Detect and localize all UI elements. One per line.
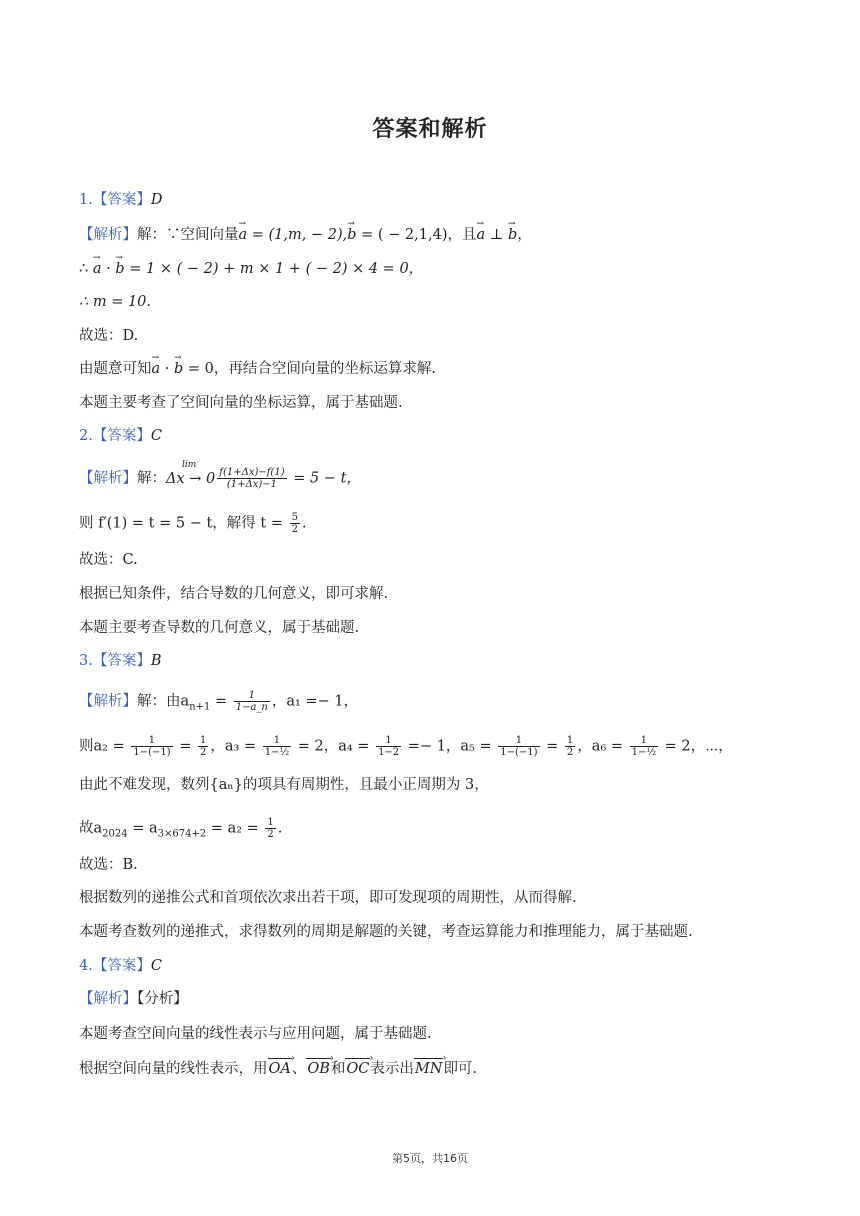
fraction <box>290 512 300 535</box>
vector-b: → b <box>508 225 517 245</box>
vector-a: → a <box>476 225 485 245</box>
text: = <box>210 693 232 710</box>
page-footer: 第5页，共16页 <box>392 1152 468 1165</box>
text: = 2，⋯， <box>660 738 733 755</box>
text: 解：∵空间向量 <box>137 227 239 243</box>
text: Δx → 0 <box>166 470 216 487</box>
answer-value: B <box>150 653 162 669</box>
text: ，a₁ =− 1， <box>271 693 359 710</box>
numerator: 1 <box>566 735 574 746</box>
limit-label: lim <box>182 459 197 470</box>
text: = <box>541 738 563 755</box>
text: = 0，再结合空间向量的坐标运算求解. <box>183 361 436 377</box>
answer-value: C <box>150 958 162 974</box>
denominator: 2 <box>267 829 274 840</box>
question-number: 1. <box>79 192 93 208</box>
denominator: 2 <box>566 747 574 758</box>
fraction <box>217 467 286 490</box>
text: . <box>301 515 307 532</box>
vector-ob: OB › <box>306 1058 331 1079</box>
text: 和 <box>330 1061 346 1077</box>
text: 则 f′(1) = t = 5 − t，解得 t = <box>79 515 288 532</box>
q1-analysis-line-2: ∴ → a · → b = 1 × ( − 2) + m × 1 + ( − 2) × 4 = 0， <box>79 259 423 279</box>
q1-analysis-line-1 <box>79 225 532 245</box>
q3-analysis-line-6: 根据数列的递推公式和首项依次求出若干项，即可发现项的周期性，从而得解. <box>79 890 577 906</box>
text: = a₂ = <box>206 820 264 837</box>
text: 故a <box>79 820 103 837</box>
vector-a: → a <box>93 259 102 279</box>
q2-analysis-line-1 <box>79 459 361 490</box>
denominator: 2 <box>291 524 298 535</box>
subscript: 3×674+2 <box>157 828 207 840</box>
q4-analysis-line-1 <box>79 989 188 1009</box>
q3-analysis-line-7: 本题考查数列的递推式，求得数列的周期是解题的关键，考查运算能力和推理能力，属于基础题. <box>79 924 693 940</box>
fraction <box>630 735 658 758</box>
text: = 2，a₄ = <box>293 738 375 755</box>
numerator: 1 <box>498 735 539 747</box>
analysis-tag: 【解析】 <box>79 693 137 710</box>
fenxi-tag: 【分析】 <box>137 991 188 1007</box>
text: ，a₆ = <box>577 738 628 755</box>
vector-b: → b <box>347 225 356 245</box>
q1-analysis-line-5: 由题意可知→ a · → b = 0，再结合空间向量的坐标运算求解. <box>79 359 436 379</box>
numerator: 1 <box>630 735 658 747</box>
page-title: 答案和解析 <box>372 117 488 142</box>
numerator: 1 <box>131 735 172 747</box>
numerator: 1 <box>200 735 207 746</box>
question-number: 4. <box>79 958 93 974</box>
numerator: 1 <box>376 735 401 747</box>
text: = ( − 2,1,4)，且 <box>356 227 477 243</box>
text: ⊥ <box>485 227 508 243</box>
denominator: 1−(−1) <box>500 747 538 758</box>
text: 、 <box>291 1061 307 1077</box>
q4-analysis-line-2: 本题考查空间向量的线性表示与应用问题，属于基础题. <box>79 1026 432 1042</box>
q2-analysis-line-2 <box>79 512 307 535</box>
answer-tag: 【答案】 <box>92 958 151 974</box>
numerator: 1 <box>263 735 291 747</box>
q3-analysis-line-5: 故选：B. <box>79 857 138 873</box>
text: 表示出 <box>370 1061 414 1077</box>
vector-a: → a <box>152 359 161 379</box>
fraction <box>198 735 208 758</box>
q1-analysis-line-4: 故选：D. <box>79 328 139 344</box>
numerator: 5 <box>291 512 298 523</box>
text: =− 1，a₅ = <box>403 738 497 755</box>
q3-answer-line <box>79 651 162 671</box>
q3-analysis-line-1 <box>79 690 358 717</box>
text: 根据空间向量的线性表示，用 <box>79 1061 268 1077</box>
fraction <box>234 690 270 713</box>
analysis-tag: 【解析】 <box>79 470 137 487</box>
text: 解： <box>137 470 166 487</box>
text: ，a₃ = <box>210 738 261 755</box>
text: = 5 − t， <box>288 470 361 487</box>
text: ， <box>517 227 532 243</box>
fraction <box>265 817 275 840</box>
fraction <box>565 735 575 758</box>
fraction <box>263 735 291 758</box>
vector-oa: OA › <box>268 1058 292 1079</box>
q4-analysis-line-3 <box>79 1058 477 1079</box>
text: = (1,m, − 2), <box>247 227 348 243</box>
fraction <box>498 735 539 758</box>
q2-analysis-line-3: 故选：C. <box>79 552 138 568</box>
answer-tag: 【答案】 <box>92 192 151 208</box>
numerator: f(1+Δx)−f(1) <box>219 467 285 478</box>
q1-answer-line <box>79 190 162 210</box>
q3-analysis-line-2 <box>79 735 733 758</box>
numerator: 1 <box>267 817 274 828</box>
denominator: 1−½ <box>631 747 657 758</box>
denominator: (1+Δx)−1 <box>226 479 277 490</box>
analysis-tag: 【解析】 <box>79 991 137 1007</box>
numerator: 1 <box>234 690 270 702</box>
text: 即可. <box>443 1061 478 1077</box>
text: ∴ <box>79 261 93 277</box>
answer-value: C <box>150 428 162 444</box>
denominator: 1−a_n <box>235 702 268 713</box>
denominator: 1−½ <box>264 747 290 758</box>
question-number: 2. <box>79 428 93 444</box>
q3-analysis-line-3: 由此不难发现，数列{aₙ}的项具有周期性，且最小正周期为 3， <box>79 777 489 793</box>
q3-analysis-line-4 <box>79 817 282 844</box>
q2-answer-line <box>79 426 162 446</box>
q2-analysis-line-4: 根据已知条件，结合导数的几何意义，即可求解. <box>79 586 389 602</box>
subscript: n+1 <box>189 701 211 713</box>
q1-analysis-line-6: 本题主要考查了空间向量的坐标运算，属于基础题. <box>79 395 403 411</box>
vector-mn: MN › <box>414 1058 444 1079</box>
fraction <box>376 735 401 758</box>
q4-answer-line <box>79 956 162 976</box>
text: = 1 × ( − 2) + m × 1 + ( − 2) × 4 = 0， <box>124 261 424 277</box>
denominator: 1−2 <box>378 747 400 758</box>
text: 解：由a <box>137 693 190 710</box>
text: 由题意可知 <box>79 361 152 377</box>
text: = a <box>127 820 158 837</box>
vector-a: → a <box>239 225 248 245</box>
subscript: 2024 <box>102 828 128 840</box>
vector-oc: OC › <box>345 1058 370 1079</box>
vector-b: → b <box>115 259 124 279</box>
q1-analysis-line-3: ∴ m = 10. <box>79 294 152 310</box>
question-number: 3. <box>79 653 93 669</box>
vector-b: → b <box>174 359 183 379</box>
denominator: 2 <box>200 747 207 758</box>
text: . <box>277 820 283 837</box>
analysis-tag: 【解析】 <box>79 227 137 243</box>
answer-tag: 【答案】 <box>92 428 151 444</box>
q2-analysis-line-5: 本题主要考查导数的几何意义，属于基础题. <box>79 620 360 636</box>
denominator: 1−(−1) <box>133 747 171 758</box>
answer-tag: 【答案】 <box>92 653 151 669</box>
limit-expression <box>166 459 216 489</box>
text: = <box>174 738 196 755</box>
answer-value: D <box>150 192 163 208</box>
text: 则a₂ = <box>79 738 130 755</box>
fraction <box>131 735 172 758</box>
